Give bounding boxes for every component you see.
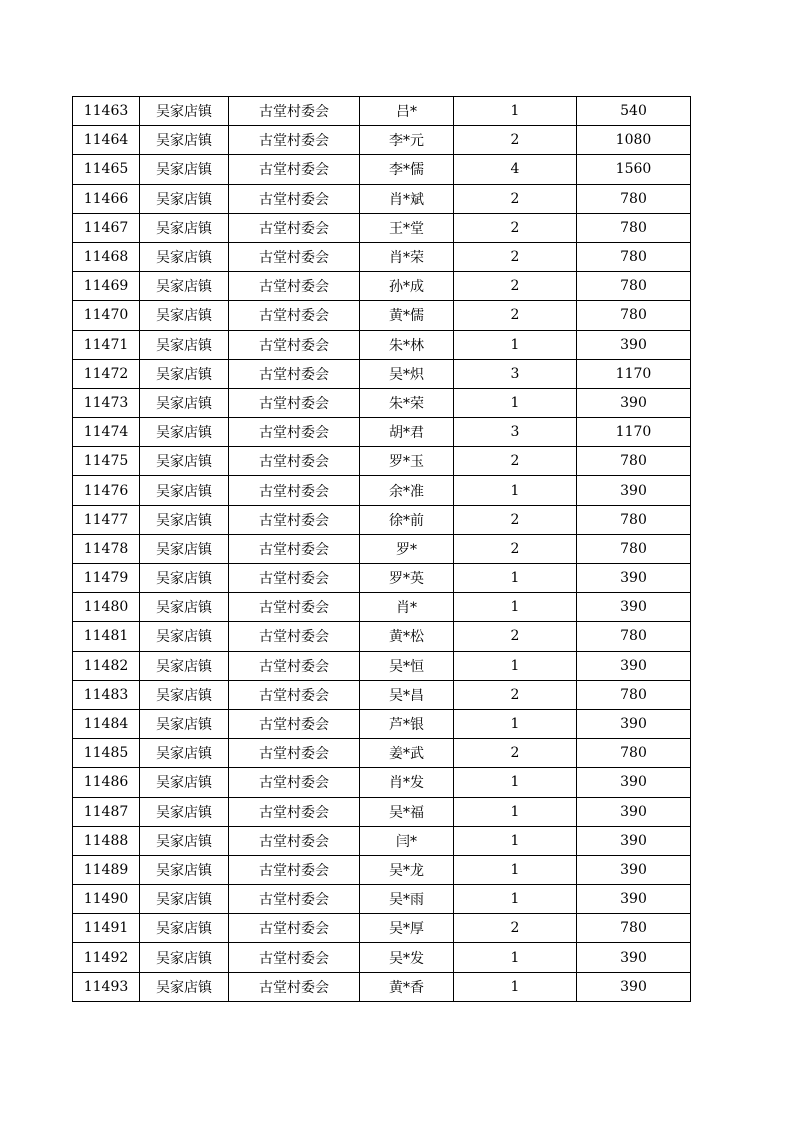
count-cell: 1 — [454, 885, 577, 914]
name-cell: 黄*松 — [360, 622, 454, 651]
town-cell: 吴家店镇 — [140, 155, 229, 184]
count-cell: 1 — [454, 709, 577, 738]
table-row — [73, 330, 691, 359]
name-cell: 罗*玉 — [360, 447, 454, 476]
name-cell: 徐*前 — [360, 505, 454, 534]
name-cell: 王*堂 — [360, 213, 454, 242]
name-cell: 孙*成 — [360, 272, 454, 301]
amount-cell: 390 — [577, 972, 691, 1001]
table-row — [73, 301, 691, 330]
table-row — [73, 242, 691, 271]
row-id-cell: 11487 — [73, 797, 140, 826]
amount-cell: 390 — [577, 564, 691, 593]
village-cell: 古堂村委会 — [229, 885, 360, 914]
village-cell: 古堂村委会 — [229, 184, 360, 213]
table-row — [73, 768, 691, 797]
table-row — [73, 914, 691, 943]
amount-cell: 390 — [577, 651, 691, 680]
row-id-cell: 11476 — [73, 476, 140, 505]
village-cell: 古堂村委会 — [229, 418, 360, 447]
name-cell: 吴*福 — [360, 797, 454, 826]
village-cell: 古堂村委会 — [229, 447, 360, 476]
village-cell: 古堂村委会 — [229, 797, 360, 826]
row-id-cell: 11477 — [73, 505, 140, 534]
row-id-cell: 11474 — [73, 418, 140, 447]
row-id-cell: 11478 — [73, 534, 140, 563]
count-cell: 2 — [454, 505, 577, 534]
table-row — [73, 651, 691, 680]
count-cell: 2 — [454, 914, 577, 943]
table-row — [73, 826, 691, 855]
count-cell: 2 — [454, 739, 577, 768]
table-row — [73, 855, 691, 884]
village-cell: 古堂村委会 — [229, 622, 360, 651]
table-row — [73, 447, 691, 476]
table-row — [73, 272, 691, 301]
table-row — [73, 564, 691, 593]
count-cell: 2 — [454, 680, 577, 709]
count-cell: 3 — [454, 359, 577, 388]
village-cell: 古堂村委会 — [229, 739, 360, 768]
amount-cell: 1170 — [577, 418, 691, 447]
village-cell: 古堂村委会 — [229, 651, 360, 680]
town-cell: 吴家店镇 — [140, 797, 229, 826]
town-cell: 吴家店镇 — [140, 972, 229, 1001]
village-cell: 古堂村委会 — [229, 943, 360, 972]
town-cell: 吴家店镇 — [140, 97, 229, 126]
town-cell: 吴家店镇 — [140, 184, 229, 213]
count-cell: 1 — [454, 97, 577, 126]
amount-cell: 780 — [577, 213, 691, 242]
village-cell: 古堂村委会 — [229, 301, 360, 330]
village-cell: 古堂村委会 — [229, 680, 360, 709]
amount-cell: 780 — [577, 301, 691, 330]
count-cell: 2 — [454, 242, 577, 271]
name-cell: 胡*君 — [360, 418, 454, 447]
town-cell: 吴家店镇 — [140, 914, 229, 943]
village-cell: 古堂村委会 — [229, 388, 360, 417]
table-row — [73, 126, 691, 155]
table-row — [73, 476, 691, 505]
row-id-cell: 11489 — [73, 855, 140, 884]
row-id-cell: 11464 — [73, 126, 140, 155]
amount-cell: 390 — [577, 943, 691, 972]
amount-cell: 390 — [577, 797, 691, 826]
town-cell: 吴家店镇 — [140, 680, 229, 709]
name-cell: 罗*英 — [360, 564, 454, 593]
amount-cell: 390 — [577, 885, 691, 914]
village-cell: 古堂村委会 — [229, 826, 360, 855]
row-id-cell: 11486 — [73, 768, 140, 797]
village-cell: 古堂村委会 — [229, 855, 360, 884]
town-cell: 吴家店镇 — [140, 709, 229, 738]
row-id-cell: 11483 — [73, 680, 140, 709]
row-id-cell: 11484 — [73, 709, 140, 738]
row-id-cell: 11479 — [73, 564, 140, 593]
row-id-cell: 11475 — [73, 447, 140, 476]
name-cell: 肖*荣 — [360, 242, 454, 271]
row-id-cell: 11472 — [73, 359, 140, 388]
town-cell: 吴家店镇 — [140, 359, 229, 388]
row-id-cell: 11469 — [73, 272, 140, 301]
count-cell: 1 — [454, 826, 577, 855]
town-cell: 吴家店镇 — [140, 826, 229, 855]
row-id-cell: 11481 — [73, 622, 140, 651]
village-cell: 古堂村委会 — [229, 972, 360, 1001]
name-cell: 肖* — [360, 593, 454, 622]
table-row — [73, 680, 691, 709]
row-id-cell: 11468 — [73, 242, 140, 271]
table-row — [73, 622, 691, 651]
row-id-cell: 11463 — [73, 97, 140, 126]
data-table — [72, 96, 691, 1002]
town-cell: 吴家店镇 — [140, 534, 229, 563]
count-cell: 2 — [454, 534, 577, 563]
name-cell: 吴*恒 — [360, 651, 454, 680]
village-cell: 古堂村委会 — [229, 768, 360, 797]
town-cell: 吴家店镇 — [140, 330, 229, 359]
village-cell: 古堂村委会 — [229, 534, 360, 563]
town-cell: 吴家店镇 — [140, 768, 229, 797]
town-cell: 吴家店镇 — [140, 242, 229, 271]
village-cell: 古堂村委会 — [229, 505, 360, 534]
name-cell: 吴*发 — [360, 943, 454, 972]
row-id-cell: 11470 — [73, 301, 140, 330]
town-cell: 吴家店镇 — [140, 943, 229, 972]
name-cell: 吴*炽 — [360, 359, 454, 388]
row-id-cell: 11485 — [73, 739, 140, 768]
count-cell: 3 — [454, 418, 577, 447]
name-cell: 肖*斌 — [360, 184, 454, 213]
row-id-cell: 11493 — [73, 972, 140, 1001]
name-cell: 朱*荣 — [360, 388, 454, 417]
count-cell: 1 — [454, 943, 577, 972]
amount-cell: 390 — [577, 593, 691, 622]
name-cell: 黄*香 — [360, 972, 454, 1001]
row-id-cell: 11492 — [73, 943, 140, 972]
row-id-cell: 11466 — [73, 184, 140, 213]
village-cell: 古堂村委会 — [229, 593, 360, 622]
count-cell: 1 — [454, 651, 577, 680]
row-id-cell: 11482 — [73, 651, 140, 680]
table-row — [73, 418, 691, 447]
name-cell: 闫* — [360, 826, 454, 855]
count-cell: 1 — [454, 768, 577, 797]
amount-cell: 780 — [577, 505, 691, 534]
table-row — [73, 943, 691, 972]
row-id-cell: 11465 — [73, 155, 140, 184]
amount-cell: 390 — [577, 709, 691, 738]
name-cell: 芦*银 — [360, 709, 454, 738]
count-cell: 1 — [454, 330, 577, 359]
name-cell: 黄*儒 — [360, 301, 454, 330]
town-cell: 吴家店镇 — [140, 388, 229, 417]
town-cell: 吴家店镇 — [140, 564, 229, 593]
name-cell: 吕* — [360, 97, 454, 126]
town-cell: 吴家店镇 — [140, 885, 229, 914]
amount-cell: 780 — [577, 242, 691, 271]
name-cell: 余*准 — [360, 476, 454, 505]
count-cell: 1 — [454, 476, 577, 505]
count-cell: 2 — [454, 301, 577, 330]
row-id-cell: 11488 — [73, 826, 140, 855]
count-cell: 1 — [454, 797, 577, 826]
village-cell: 古堂村委会 — [229, 155, 360, 184]
amount-cell: 390 — [577, 476, 691, 505]
amount-cell: 780 — [577, 914, 691, 943]
table-row — [73, 213, 691, 242]
table-row — [73, 359, 691, 388]
town-cell: 吴家店镇 — [140, 301, 229, 330]
town-cell: 吴家店镇 — [140, 855, 229, 884]
row-id-cell: 11473 — [73, 388, 140, 417]
amount-cell: 780 — [577, 680, 691, 709]
table-row — [73, 184, 691, 213]
row-id-cell: 11471 — [73, 330, 140, 359]
amount-cell: 780 — [577, 622, 691, 651]
count-cell: 1 — [454, 972, 577, 1001]
name-cell: 吴*龙 — [360, 855, 454, 884]
name-cell: 吴*雨 — [360, 885, 454, 914]
amount-cell: 780 — [577, 184, 691, 213]
village-cell: 古堂村委会 — [229, 330, 360, 359]
table-row — [73, 709, 691, 738]
table-row — [73, 534, 691, 563]
count-cell: 1 — [454, 593, 577, 622]
table-row — [73, 97, 691, 126]
name-cell: 李*元 — [360, 126, 454, 155]
village-cell: 古堂村委会 — [229, 242, 360, 271]
amount-cell: 390 — [577, 330, 691, 359]
table-row — [73, 505, 691, 534]
row-id-cell: 11480 — [73, 593, 140, 622]
count-cell: 2 — [454, 213, 577, 242]
amount-cell: 390 — [577, 855, 691, 884]
table-row — [73, 797, 691, 826]
amount-cell: 390 — [577, 388, 691, 417]
village-cell: 古堂村委会 — [229, 126, 360, 155]
table-row — [73, 885, 691, 914]
village-cell: 古堂村委会 — [229, 97, 360, 126]
table-row — [73, 593, 691, 622]
amount-cell: 780 — [577, 272, 691, 301]
table-body — [73, 97, 691, 1002]
name-cell: 肖*发 — [360, 768, 454, 797]
name-cell: 朱*林 — [360, 330, 454, 359]
town-cell: 吴家店镇 — [140, 739, 229, 768]
amount-cell: 1560 — [577, 155, 691, 184]
table-row — [73, 739, 691, 768]
village-cell: 古堂村委会 — [229, 564, 360, 593]
amount-cell: 390 — [577, 826, 691, 855]
village-cell: 古堂村委会 — [229, 272, 360, 301]
table-row — [73, 972, 691, 1001]
town-cell: 吴家店镇 — [140, 651, 229, 680]
town-cell: 吴家店镇 — [140, 505, 229, 534]
count-cell: 1 — [454, 855, 577, 884]
name-cell: 罗* — [360, 534, 454, 563]
town-cell: 吴家店镇 — [140, 418, 229, 447]
amount-cell: 1170 — [577, 359, 691, 388]
table-row — [73, 155, 691, 184]
count-cell: 2 — [454, 272, 577, 301]
town-cell: 吴家店镇 — [140, 447, 229, 476]
town-cell: 吴家店镇 — [140, 272, 229, 301]
town-cell: 吴家店镇 — [140, 593, 229, 622]
count-cell: 2 — [454, 126, 577, 155]
village-cell: 古堂村委会 — [229, 476, 360, 505]
village-cell: 古堂村委会 — [229, 914, 360, 943]
amount-cell: 780 — [577, 447, 691, 476]
amount-cell: 780 — [577, 534, 691, 563]
village-cell: 古堂村委会 — [229, 709, 360, 738]
count-cell: 2 — [454, 184, 577, 213]
name-cell: 李*儒 — [360, 155, 454, 184]
town-cell: 吴家店镇 — [140, 622, 229, 651]
row-id-cell: 11490 — [73, 885, 140, 914]
count-cell: 2 — [454, 622, 577, 651]
table-row — [73, 388, 691, 417]
amount-cell: 1080 — [577, 126, 691, 155]
town-cell: 吴家店镇 — [140, 213, 229, 242]
row-id-cell: 11491 — [73, 914, 140, 943]
count-cell: 1 — [454, 564, 577, 593]
count-cell: 4 — [454, 155, 577, 184]
village-cell: 古堂村委会 — [229, 213, 360, 242]
town-cell: 吴家店镇 — [140, 126, 229, 155]
count-cell: 2 — [454, 447, 577, 476]
amount-cell: 390 — [577, 768, 691, 797]
row-id-cell: 11467 — [73, 213, 140, 242]
name-cell: 吴*昌 — [360, 680, 454, 709]
count-cell: 1 — [454, 388, 577, 417]
town-cell: 吴家店镇 — [140, 476, 229, 505]
amount-cell: 540 — [577, 97, 691, 126]
village-cell: 古堂村委会 — [229, 359, 360, 388]
name-cell: 姜*武 — [360, 739, 454, 768]
amount-cell: 780 — [577, 739, 691, 768]
name-cell: 吴*厚 — [360, 914, 454, 943]
